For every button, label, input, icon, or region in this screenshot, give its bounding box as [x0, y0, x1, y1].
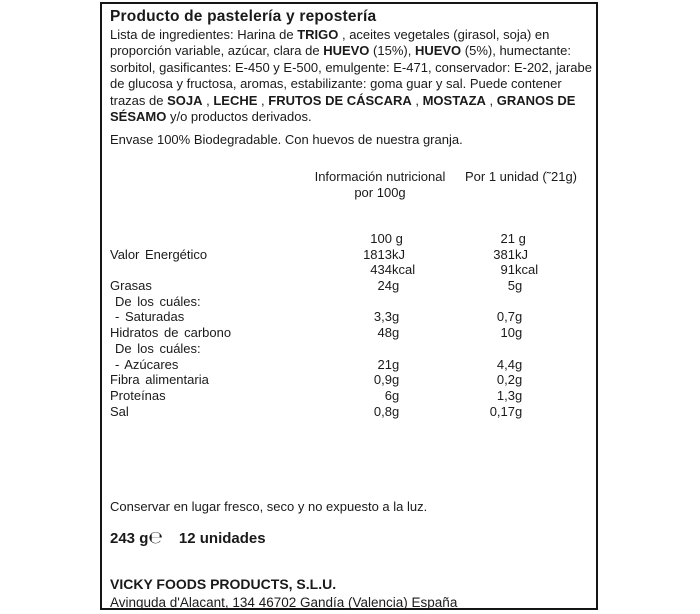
nutrition-row-label: De los cuáles: [115, 293, 201, 309]
nutrition-row-label: De los cuáles: [115, 340, 201, 356]
value-unit: kcal [515, 262, 539, 278]
value-unit: g [392, 356, 400, 372]
value-unit: g [392, 403, 400, 419]
nutrition-row [110, 341, 590, 357]
ingredient-allergen: TRIGO [297, 27, 339, 42]
value-number: 0,8 [373, 403, 392, 419]
ingredient-allergen: SOJA [167, 92, 203, 108]
ingredient-text: (15%), [369, 43, 415, 59]
nutrition-value-per-unit [455, 325, 522, 341]
value-number: 0,2 [496, 372, 515, 388]
ingredient-allergen: MOSTAZA [422, 92, 486, 108]
nutrition-row [110, 247, 590, 263]
ingredient-allergen: FRUTOS DE CÁSCARA [268, 92, 412, 108]
value-number: 24 [377, 278, 392, 294]
value-number: 0,7 [496, 309, 515, 325]
company-name: VICKY FOODS PRODUCTS, S.L.U. [110, 576, 337, 592]
nutrition-row-label: - Saturadas [115, 309, 185, 325]
nutrition-header-per-100g [310, 169, 450, 200]
nutrition-row-label: Sal [110, 403, 129, 419]
ingredient-allergen: HUEVO [323, 43, 370, 59]
value-number: 0,9 [373, 372, 392, 388]
nutrition-row [110, 388, 590, 404]
value-unit: kcal [392, 262, 416, 278]
nutrition-value-per-unit [455, 247, 528, 263]
nutrition-value-per-unit [455, 231, 526, 247]
nutrition-value-per-100g [332, 278, 399, 294]
nutrition-value-per-100g [332, 262, 415, 278]
ingredient-allergen: LECHE [213, 92, 258, 108]
ingredient-allergen: GRANOS DE SÉSAMO [110, 92, 576, 125]
value-number: 434 [370, 262, 392, 278]
ingredient-text: y/o productos derivados. [166, 109, 312, 125]
value-number: 1,3 [496, 387, 515, 403]
nutrition-row-label: Valor Energético [110, 246, 208, 262]
nutrition-value-per-unit [455, 372, 522, 388]
value-unit: g [392, 309, 400, 325]
nutrition-row [110, 325, 590, 341]
nutrition-value-per-unit [455, 357, 522, 373]
nutrition-row-label: Hidratos de carbono [110, 325, 232, 341]
value-number: 381 [493, 246, 515, 262]
product-label-box [100, 2, 598, 610]
estimated-sign: ℮ [148, 528, 163, 548]
nutrition-row [110, 372, 590, 388]
nutrition-row [110, 231, 590, 247]
nutrition-value-per-unit [455, 262, 538, 278]
ingredient-text: , aceites vegetales (girasol, soja) en proporción variable, azúcar, clara de [110, 27, 550, 59]
value-number: 6 [384, 387, 392, 403]
nutrition-row-label: Grasas [110, 278, 152, 294]
value-number: 0,17 [489, 403, 515, 419]
nutrition-value-per-100g [332, 357, 399, 373]
value-unit: g [515, 403, 523, 419]
value-number: 3,3 [373, 309, 392, 325]
value-unit: g [515, 387, 523, 403]
value-unit: g [515, 231, 526, 246]
ingredient-text: , [257, 92, 269, 108]
value-unit: g [392, 278, 400, 294]
ingredient-text: , [411, 92, 423, 108]
value-number: 91 [500, 262, 515, 278]
nutrition-value-per-100g [332, 372, 399, 388]
value-number: 10 [500, 325, 515, 341]
nutrition-row [110, 309, 590, 325]
value-unit: g [515, 278, 523, 294]
nutrition-row-label: Proteínas [110, 387, 166, 403]
value-unit: g [515, 325, 523, 341]
nutrition-row [110, 278, 590, 294]
value-number: 4,4 [496, 356, 515, 372]
nutrition-value-per-unit [455, 309, 522, 325]
value-unit: g [392, 231, 403, 246]
nutrition-row [110, 357, 590, 373]
nutrition-row [110, 294, 590, 310]
nutrition-row-label: - Azúcares [115, 356, 179, 372]
nutrition-row [110, 404, 590, 420]
value-unit: g [515, 372, 523, 388]
value-unit: kJ [392, 246, 405, 262]
product-title: Producto de pastelería y repostería [110, 8, 377, 25]
package-note: Envase 100% Biodegradable. Con huevos de nuestra granja. [110, 132, 463, 147]
company-address: Avinguda d'Alacant, 134 46702 Gandía (Valencia) España [110, 595, 458, 610]
nutrition-value-per-100g [332, 309, 399, 325]
net-weight: 243 g [110, 530, 149, 547]
value-number: 5 [507, 278, 515, 294]
value-unit: kJ [515, 246, 528, 262]
nutrition-value-per-100g [332, 388, 399, 404]
ingredient-allergen: HUEVO [414, 43, 462, 59]
nutrition-header-line1: Información nutricional [314, 169, 446, 184]
value-unit: g [392, 325, 400, 341]
nutrition-header-per-unit: Por 1 unidad (˜21g) [465, 169, 578, 184]
nutrition-value-per-100g [332, 404, 399, 420]
nutrition-table [110, 231, 590, 419]
nutrition-value-per-unit [455, 278, 522, 294]
nutrition-value-per-unit [455, 388, 522, 404]
storage-note: Conservar en lugar fresco, seco y no expuesto a la luz. [110, 499, 428, 514]
value-unit: g [515, 356, 523, 372]
nutrition-value-per-100g [332, 247, 405, 263]
value-unit: g [392, 387, 400, 403]
ingredients-paragraph [110, 27, 594, 125]
value-number: 100 [370, 231, 392, 246]
ingredient-text: , [202, 92, 214, 108]
nutrition-value-per-unit [455, 404, 522, 420]
ingredient-text: (5%), humectante: sorbitol, gasificantes: E-450 y E-500, emulgente: E-471, conservador: E-202, jarabe de glucosa y fructosa, aromas, estabilizante: goma guar y sal. Puede contener trazas de [110, 43, 592, 108]
nutrition-row [110, 262, 590, 278]
net-weight-line [110, 528, 266, 548]
ingredient-text: , [485, 92, 497, 108]
value-unit: g [515, 309, 523, 325]
nutrition-value-per-100g [332, 325, 399, 341]
units-count: 12 unidades [178, 530, 266, 547]
nutrition-row-label: Fibra alimentaria [110, 372, 209, 388]
ingredient-text: Lista de ingredientes: Harina de [110, 27, 298, 42]
value-number: 48 [377, 325, 392, 341]
nutrition-header-line2: por 100g [354, 184, 406, 200]
value-number: 21 [377, 356, 392, 372]
nutrition-value-per-100g [332, 231, 403, 247]
value-number: 1813 [363, 246, 392, 262]
value-unit: g [392, 372, 400, 388]
value-number: 21 [500, 231, 515, 246]
